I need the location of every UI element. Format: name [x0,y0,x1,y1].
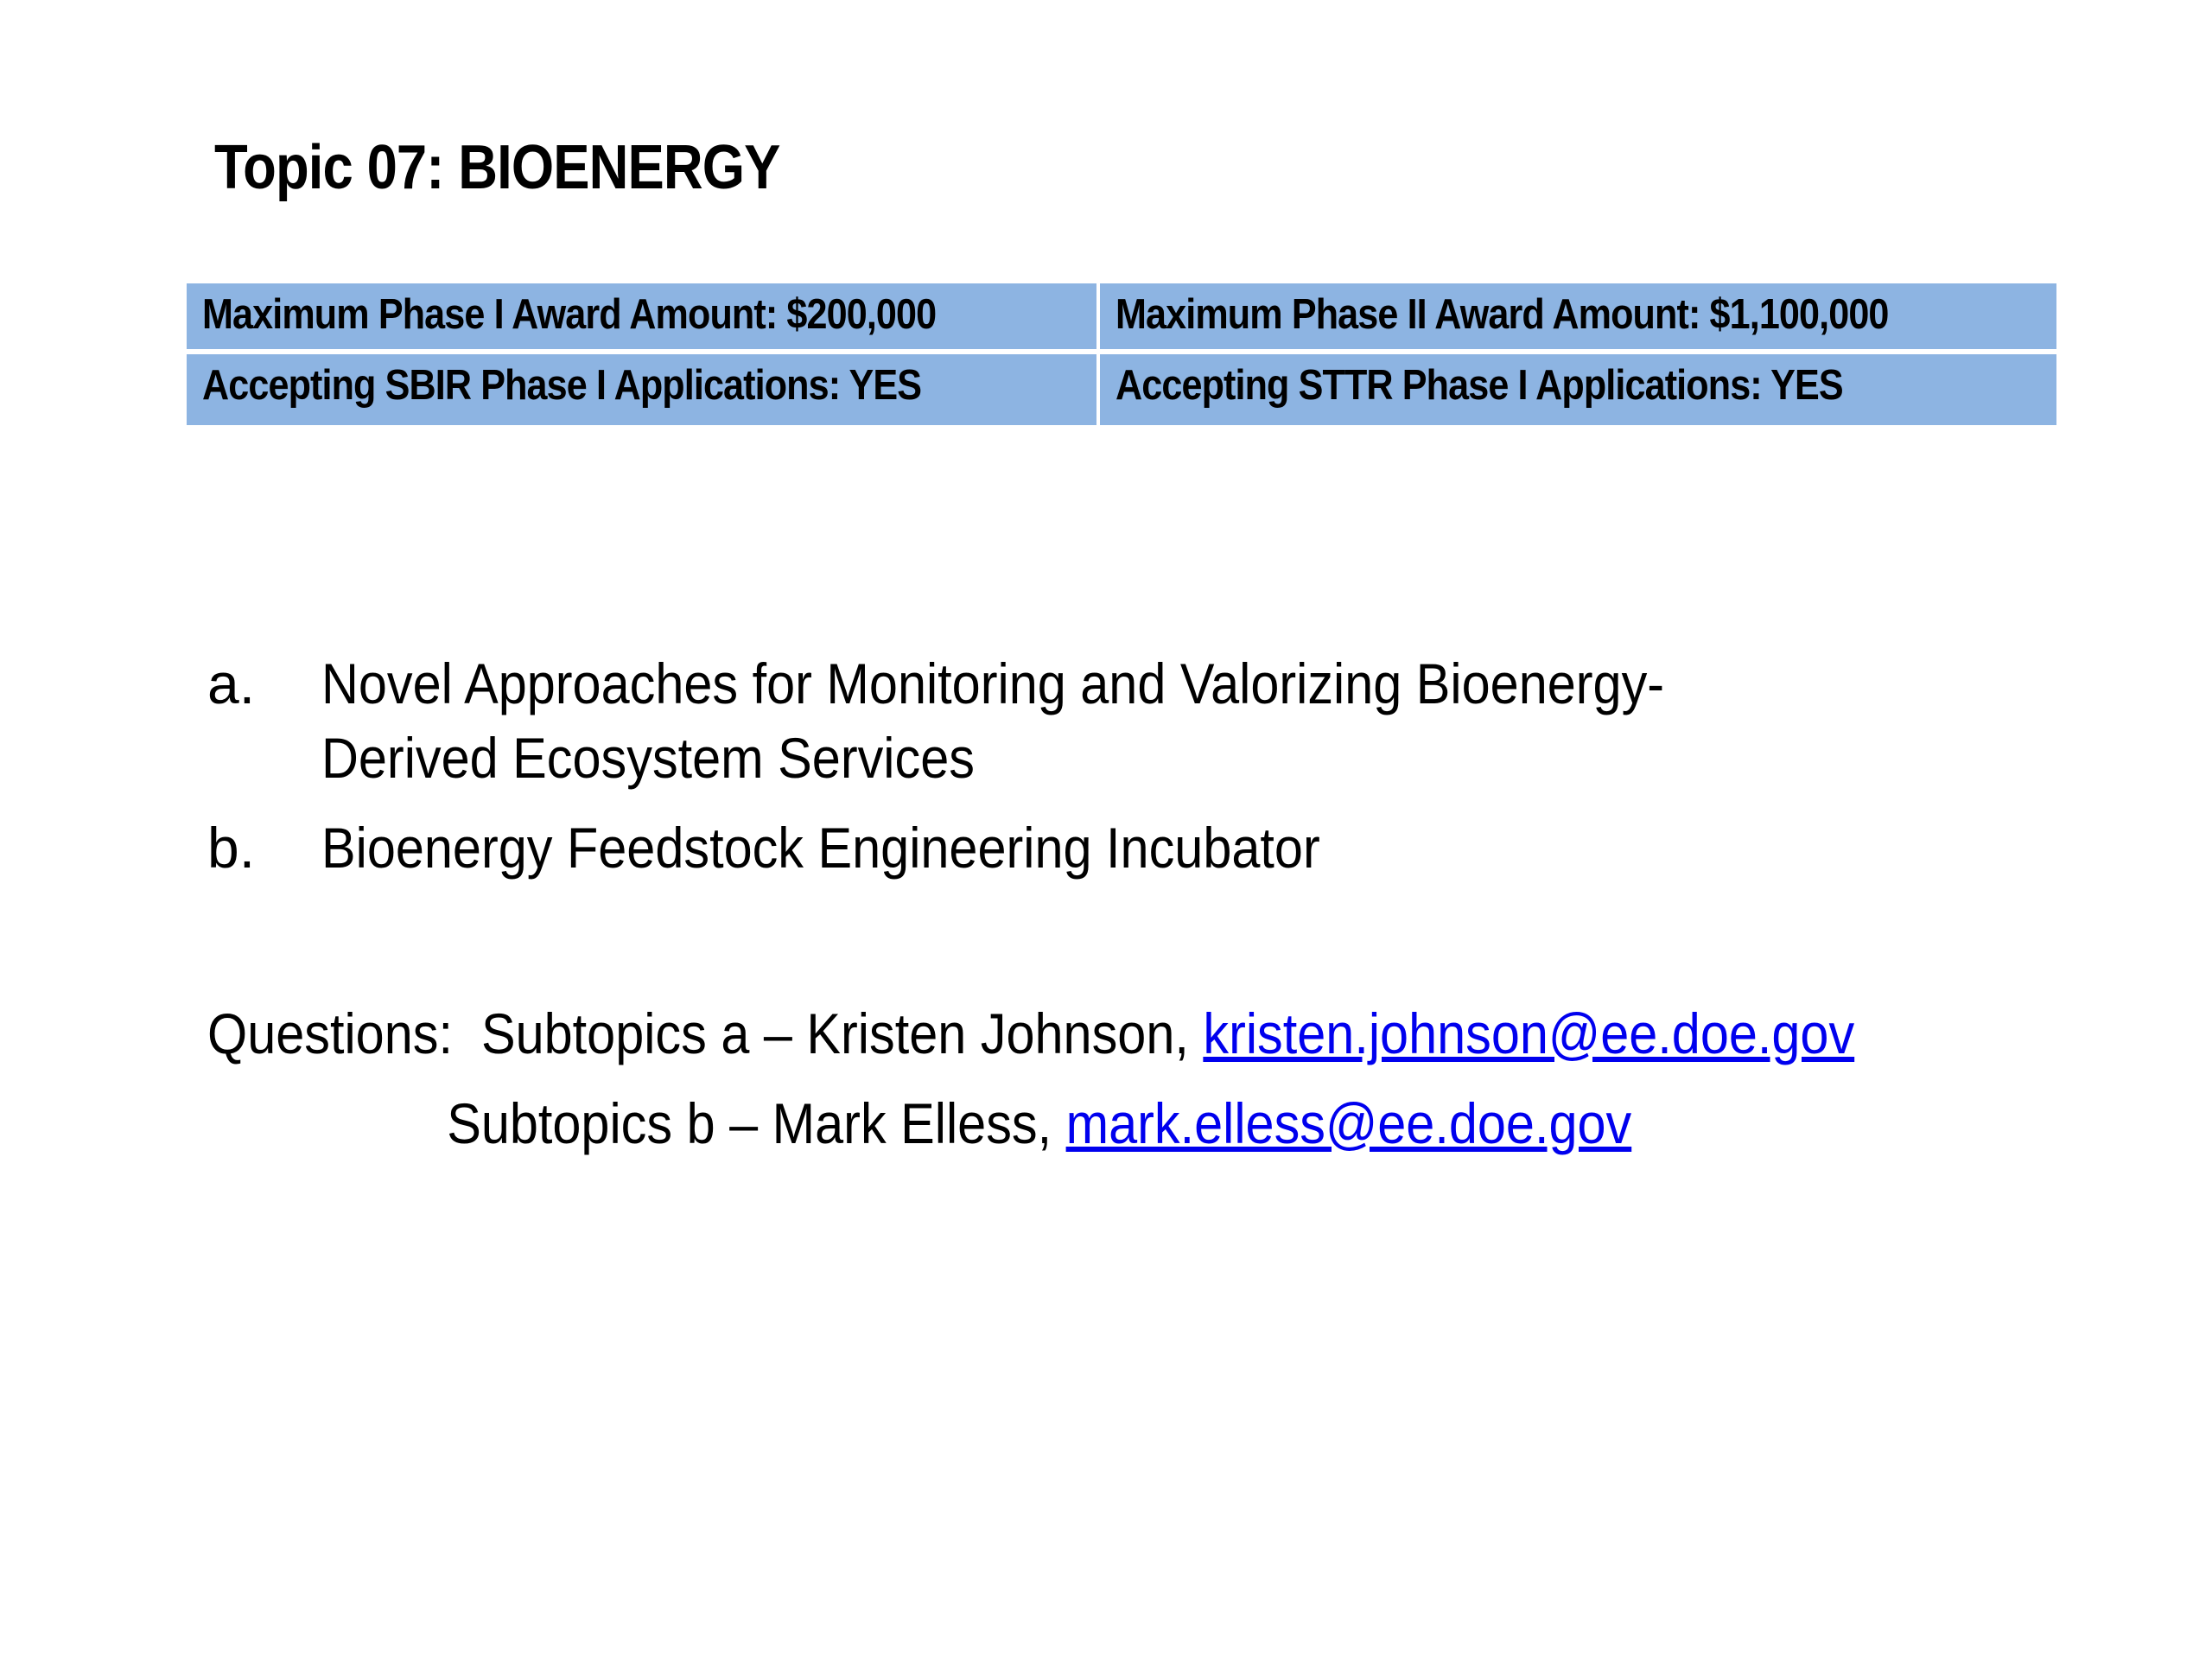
table-cell-sbir [187,354,1100,425]
subtopic-text: Novel Approaches for Monitoring and Valorizing Bioenergy-Derived Ecosystem Services [321,652,1665,790]
list-marker: a. [207,652,256,715]
table-cell-phase1-award [187,283,1100,354]
table-cell-sttr [1100,354,2056,425]
table-cell-phase2-award [1100,283,2056,354]
phase2-award-text: Maximum Phase II Award Amount: $1,100,000 [1115,291,1889,338]
subtopic-text: Bioenergy Feedstock Engineering Incubator [321,816,1320,880]
page-title: Topic 07: BIOENERGY [214,133,780,202]
questions-line-a [207,988,1854,1078]
questions-line-b [207,1078,1854,1168]
phase1-award-text: Maximum Phase I Award Amount: $200,000 [202,291,937,338]
table-row [187,354,2056,425]
questions-block [207,988,1854,1168]
list-item [207,646,2108,795]
subtopic-list [207,646,2108,900]
sbir-status-text: Accepting SBIR Phase I Applications: YES [202,362,922,409]
award-info-table [187,283,2056,425]
list-item [207,810,2108,885]
contact-prefix: Subtopics b – Mark Elless, [447,1091,1066,1155]
contact-prefix: Subtopics a – Kristen Johnson, [480,1001,1204,1065]
email-link[interactable]: kristen.johnson@ee.doe.gov [1203,1001,1855,1065]
sttr-status-text: Accepting STTR Phase I Applications: YES [1115,362,1843,409]
email-link[interactable]: mark.elless@ee.doe.gov [1065,1091,1632,1155]
table-row [187,283,2056,354]
list-marker: b. [207,816,256,880]
questions-label: Questions: [207,1001,453,1065]
